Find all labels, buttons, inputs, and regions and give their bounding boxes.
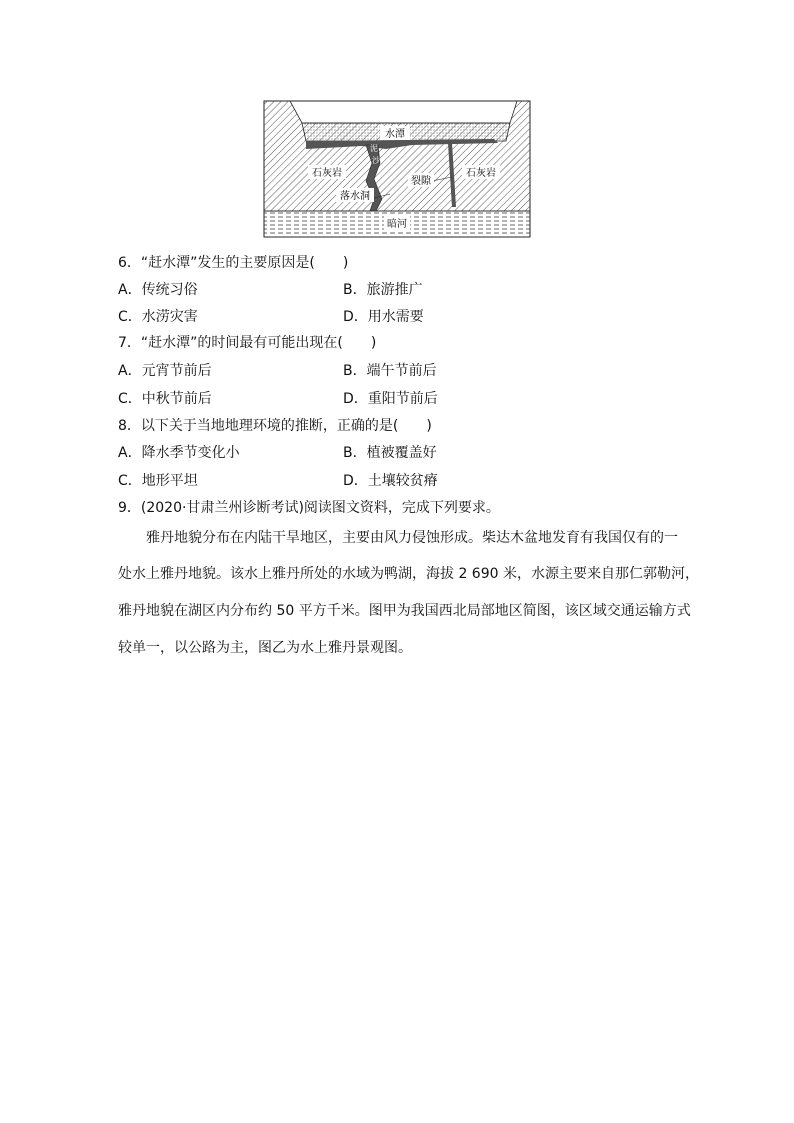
question-7-option-d: D．重阳节前后 <box>343 391 438 407</box>
limestone-right-label: 石灰岩 <box>466 168 496 179</box>
fissure-label: 裂隙 <box>411 176 431 187</box>
cross-section-svg <box>262 99 532 239</box>
underground-river-label: 暗河 <box>387 219 407 230</box>
question-7-option-b: B．端午节前后 <box>343 363 437 379</box>
limestone-left-label: 石灰岩 <box>312 168 342 179</box>
passage-line-2: 处水上雅丹地貌。该水上雅丹所处的水域为鸭湖，海拔 2 690 米，水源主要来自那仁郭勒河， <box>118 566 699 582</box>
pool-label: 水潭 <box>385 129 405 140</box>
passage-line-1: 雅丹地貌分布在内陆干旱地区，主要由风力侵蚀形成。柴达木盆地发育有我国仅有的一 <box>146 530 678 546</box>
question-9-stem: 9．(2020·甘肃兰州诊断考试)阅读图文资料，完成下列要求。 <box>118 500 500 516</box>
question-8-stem: 8．以下关于当地地理环境的推断，正确的是( ) <box>118 418 432 434</box>
question-8-option-d: D．土壤较贫瘠 <box>343 473 438 489</box>
question-7-stem: 7．“赶水潭”的时间最有可能出现在( ) <box>118 335 377 351</box>
sinkhole-label: 落水洞 <box>340 191 370 202</box>
question-8-option-b: B．植被覆盖好 <box>343 445 437 461</box>
mud-label-2: 沙 <box>372 156 380 165</box>
question-6-option-b: B．旅游推广 <box>343 282 423 298</box>
question-6-option-c: C．水涝灾害 <box>118 309 198 325</box>
question-7-option-c: C．中秋节前后 <box>118 391 212 407</box>
mud-label-1: 泥 <box>370 144 378 153</box>
question-6-stem: 6．“赶水潭”发生的主要原因是( ) <box>118 255 349 271</box>
reading-passage <box>118 529 699 659</box>
question-8-option-c: C．地形平坦 <box>118 473 198 489</box>
question-7-option-a: A．元宵节前后 <box>118 363 212 379</box>
passage-line-3: 雅丹地貌在湖区内分布约 50 平方千米。图甲为我国西北局部地区简图，该区域交通运输方式 <box>118 603 691 619</box>
question-8-option-a: A．降水季节变化小 <box>118 445 240 461</box>
question-6-option-d: D．用水需要 <box>343 309 424 325</box>
passage-line-4: 较单一，以公路为主，图乙为水上雅丹景观图。 <box>118 640 412 656</box>
karst-cross-section-figure <box>262 99 532 239</box>
question-6-option-a: A．传统习俗 <box>118 282 198 298</box>
